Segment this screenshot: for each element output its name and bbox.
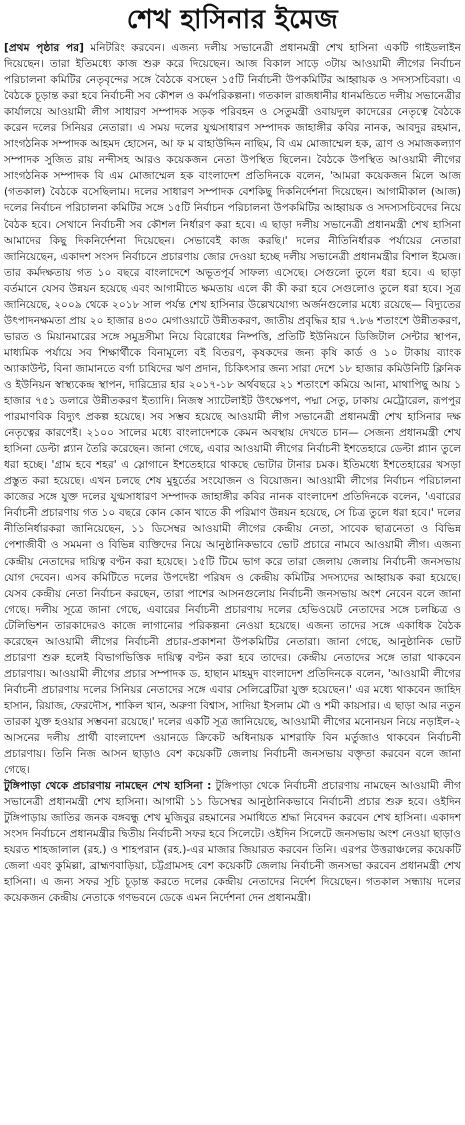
article-headline: শেখ হাসিনার ইমেজ — [126, 5, 339, 35]
article-body-paragraph-2 — [4, 778, 461, 906]
paragraph-text-2: টুঙ্গিপাড়া থেকে নির্বাচনী প্রচারণায় নামছেন আওয়ামী লীগ সভানেত্রী প্রধানমন্ত্রী শেখ হাসিনা। আগামী ১১ ডিসেম্বর আনুষ্ঠানিকভাবে নির্বাচনী প্রচার শুরু হবে। ওইদিন টুঙ্গিপাড়ায় জাতির জনক বঙ্গবন্ধু শেখ মুজিবুর রহমানের সমাধিতে শ্রদ্ধা নিবেদন করবেন শেখ হাসিনা। একাদশ সংসদ নির্বাচনে প্রধানমন্ত্রীর দ্বিতীয় নির্বাচনী সফর হবে সিলেটে। ওইদিন সিলেটে জনসভায় অংশ নেওয়া ছাড়াও হযরত শাহজালাল (রহ.) ও শাহপরান (রহ.)-এর মাজার জিয়ারত করবেন তিনি। এরপর উত্তরাঞ্চলের কয়েকটি জেলা এবং কুমিল্লা, ব্রাহ্মণবাড়িয়া, চট্টগ্রামসহ বেশ কয়েকটি জেলায় নির্বাচনী জনসভা করবেন প্রধানমন্ত্রী শেখ হাসিনা। এ জন্য সফর সূচি চূড়ান্ত করতে দলের কেন্দ্রীয় নেতাদের নির্দেশ দিয়েছেন। গতকাল সন্ধ্যায় দলের কয়েকজন কেন্দ্রীয় নেতাকে গণভবনে ডেকে এমন নির্দেশনা দেন প্রধানমন্ত্রী। — [4, 780, 461, 905]
article-body-paragraph — [4, 40, 461, 778]
section-subheading: টুঙ্গিপাড়া থেকে প্রচারণায় নামছেন শেখ হাসিনা : — [4, 780, 212, 793]
continuation-label: [প্রথম পৃষ্ঠার পর] — [4, 42, 84, 54]
paragraph-text: মনিটরিং করবেন। এজন্য দলীয় সভানেত্রী প্রধানমন্ত্রী শেখ হাসিনা একটি গাইডলাইন দিয়েছেন। তারা ইতিমধ্যে কাজ শুরু করে দিয়েছেন। আজ বিকাল সাড়ে ৩টায় আওয়ামী লীগের নির্বাচন পরিচালনা কমিটির নেতৃবৃন্দের সঙ্গে বৈঠকে বসছেন ১৫টি নির্বাচনী উপকমিটির আহ্বায়ক ও সদস্যসচিবরা। এ বৈঠকে চূড়ান্ত করা হবে নির্বাচনী সব কৌশল ও কর্মপরিকল্পনা। গতকাল রাজধানীর ধানমন্ডিতে দলীয় সভানেত্রীর কার্যালয়ে আওয়ামী লীগ সাধারণ সম্পাদক সড়ক পরিবহন ও সেতুমন্ত্রী ওবায়দুল কাদেরের নেতৃত্বে বৈঠকে করেন দলের সিনিয়র নেতারা। এ সময় দলের যুগ্মসাধারণ সম্পাদক জাহাঙ্গীর কবির নানক, আবদুর রহমান, সাংগঠনিক সম্পাদক আহমদ হোসেন, আ ফ ম বাহাউদ্দিন নাছিম, বি এম মোজাম্মেল হক, ত্রাণ ও সমাজকল্যাণ সম্পাদক সুজিত রায় নন্দীসহ আরও কয়েকজন নেতা উপস্থিত ছিলেন। বৈঠকে উপস্থিত আওয়ামী লীগের সাংগঠনিক সম্পাদক বি এম মোজাম্মেল হক বাংলাদেশ প্রতিদিনকে বলেন, 'আমরা কয়েকজন মিলে আজ (গতকাল) বৈঠকে বসেছিলাম। দলের সাধারণ সম্পাদক বেশকিছু দিকনির্দেশনা দিয়েছেন। আগামীকাল (আজ) দলের নির্বাচন পরিচালনা কমিটির সঙ্গে ১৫টি নির্বাচন পরিচালনা উপকমিটির আহ্বায়ক ও সদস্যসচিবদের নিয়ে বৈঠক হবে। সেখানে নির্বাচনী সব কৌশল নির্ধারণ করা হবে। এ ছাড়া দলীয় সভানেত্রী প্রধানমন্ত্রী শেখ হাসিনা আমাদের কিছু দিকনির্দেশনা দিয়েছেন। সেভাবেই কাজ করছি।' দলের নীতিনির্ধারক পর্যায়ের নেতারা জানিয়েছেন, একাদশ সংসদ নির্বাচনে প্রচারণায় জোর দেওয়া হচ্ছে দলীয় সভানেত্রী প্রধানমন্ত্রীর বিশাল ইমেজ। তার কর্মদক্ষতায় গত ১০ বছরে বাংলাদেশে অভূতপূর্ব সাফল্য এসেছে। সেগুলো তুলে ধরা হবে। এ ছাড়া বর্তমানে যেসব উন্নয়ন হয়েছে এবং আগামীতে ক্ষমতায় এলে কী কী করা হবে সেগুলোও তুলে ধরা হবে। সূত্র জানিয়েছে, ২০০৯ থেকে ২০১৮ সাল পর্যন্ত শেখ হাসিনার উল্লেখযোগ্য অর্জনগুলোর মধ্যে রয়েছে— বিদ্যুতের উৎপাদনক্ষমতা প্রায় ২০ হাজার ৪৩০ মেগাওয়াটে উন্নীতকরণ, জাতীয় প্রবৃদ্ধির হার ৭.৮৬ শতাংশে উন্নীতকরণ, ভারত ও মিয়ানমারের সঙ্গে সমুদ্রসীমা নিয়ে বিরোধের নিষ্পত্তি, প্রতিটি ইউনিয়নে ডিজিটাল সেন্টার স্থাপন, মাধ্যমিক পর্যায়ে সব শিক্ষার্থীকে বিনামূল্যে বই বিতরণ, কৃষকদের জন্য কৃষি কার্ড ও ১০ টাকায় ব্যাংক অ্যাকাউন্ট, বিনা জামানতে বর্গা চাষিদের ঋণ প্রদান, চিকিৎসার জন্য সারা দেশে ১৮ হাজার কমিউনিটি ক্লিনিক ও ইউনিয়ন স্বাস্থ্যকেন্দ্র স্থাপন, দারিদ্র্যের হার ২০১৭-১৮ অর্থবছরে ২১ শতাংশে কমিয়ে আনা, মাথাপিছু আয় ১ হাজার ৭৫১ ডলারে উন্নীতকরণ ইত্যাদি। নিজস্ব স্যাটেলাইট উৎক্ষেপণ, পদ্মা সেতু, ঢাকায় মেট্রোরেল, রূপপুর পারমাণবিক বিদ্যুৎ প্রকল্প হয়েছে। সব সম্ভব হয়েছে আওয়ামী লীগ সভানেত্রী প্রধানমন্ত্রী শেখ হাসিনার দক্ষ নেতৃত্বের কারণেই। ২১০০ সালের মধ্যে বাংলাদেশকে কেমন অবস্থায় দেখতে চান— সেজন্য প্রধানমন্ত্রী শেখ হাসিনা ডেল্টা প্ল্যান তৈরি করেছেন। জানা গেছে, এবার আওয়ামী লীগের নির্বাচনী ইশতেহারে ডেল্টা প্ল্যান তুলে ধরা হচ্ছে। 'গ্রাম হবে শহর' এ স্লোগানে ইশতেহারে থাকছে ভোটার টানার চমক। ইতিমধ্যে ইশতেহারের খসড়া প্রস্তুত করা হয়েছে। এখন চলছে শেষ মুহূর্তের সংযোজন ও বিয়োজন। আওয়ামী লীগের নির্বাচন পরিচালনা কাজের সঙ্গে যুক্ত দলের যুগ্মসাধারণ সম্পাদক জাহাঙ্গীর কবির নানক বাংলাদেশ প্রতিদিনকে বলেন, 'এবারের নির্বাচনী প্রচারণায় গত ১০ বছরে কোন কোন খাতে কী পরিমাণ উন্নয়ন হয়েছে, সে চিত্র তুলে ধরা হবে।' দলের নীতিনির্ধারকরা জানিয়েছেন, ১১ ডিসেম্বর আওয়ামী লীগের কেন্দ্রীয় নেতা, সাবেক ছাত্রনেতা ও বিভিন্ন পেশাজীবী ও সমমনা ও বিভিন্ন ব্যক্তিদের নিয়ে আনুষ্ঠানিকভাবে ভোট প্রচারে নামবে আওয়ামী লীগ। এজন্য কেন্দ্রীয় নেতাদের দায়িত্ব বণ্টন করা হয়েছে। ১৫টি টিমে ভাগ করে তারা জেলায় জেলায় নির্বাচনী জনসভায় যোগ দেবেন। এসব কমিটিতে দলের উপদেষ্টা পরিষদ ও কেন্দ্রীয় কমিটির সদস্যদের আহ্বায়ক করা হয়েছে। যেসব কেন্দ্রীয় নেতা নির্বাচন করছেন, তারা পাশের আসনগুলোয় নির্বাচনী জনসভায় অংশ নেবেন বলে জানা গেছে। দলীয় সূত্রে জানা গেছে, এবারের নির্বাচনী প্রচারণায় দলের হেভিওয়েট নেতাদের সঙ্গে চলচ্চিত্র ও টেলিভিশন তারকাদেরও কাজে লাগানোর পরিকল্পনা নেওয়া হয়েছে। এজন্য তাদের সঙ্গে একাধিক বৈঠক করেছেন আওয়ামী লীগের নির্বাচনী প্রচার-প্রকাশনা উপকমিটির নেতারা। জানা গেছে, আনুষ্ঠানিক ভোট প্রচারণা শুরু হলেই বিভাগভিত্তিক দায়িত্ব বণ্টন করা হবে তাদের। কেন্দ্রীয় নেতাদের সঙ্গে তারা থাকবেন প্রচারণায়। আওয়ামী লীগের প্রচার সম্পাদক ড. হাছান মাহমুদ বাংলাদেশ প্রতিদিনকে বলেন, 'আওয়ামী লীগের নির্বাচনী প্রচারণায় দলের সিনিয়র নেতাদের সঙ্গে এবার সেলিব্রেটিরা যুক্ত হয়েছেন।' এর মধ্যে থাকবেন জাহিদ হাসান, রিয়াজ, ফেরদৌস, শাকিল খান, অরুণা বিশ্বাস, সাদিয়া ইসলাম মৌ ও শমী কায়সার। এ ছাড়া আর নতুন তারকা যুক্ত হওয়ার সম্ভবনা রয়েছে।' দলের একটি সূত্র জানিয়েছে, আওয়ামী লীগের মনোনয়ন নিয়ে নড়াইল-২ আসনের দলীয় প্রার্থী বাংলাদেশ ওয়ানডে ক্রিকেট অধিনায়ক মাশরাফি বিন মর্তুজাও থাকবেন নির্বাচনী প্রচারণায়। তিনি নিজ আসন ছাড়াও বেশ কয়েকটি জেলায় নির্বাচনী জনসভায় বক্তৃতা করবেন বলে জানা গেছে। — [4, 42, 461, 777]
headline-block — [4, 0, 461, 40]
